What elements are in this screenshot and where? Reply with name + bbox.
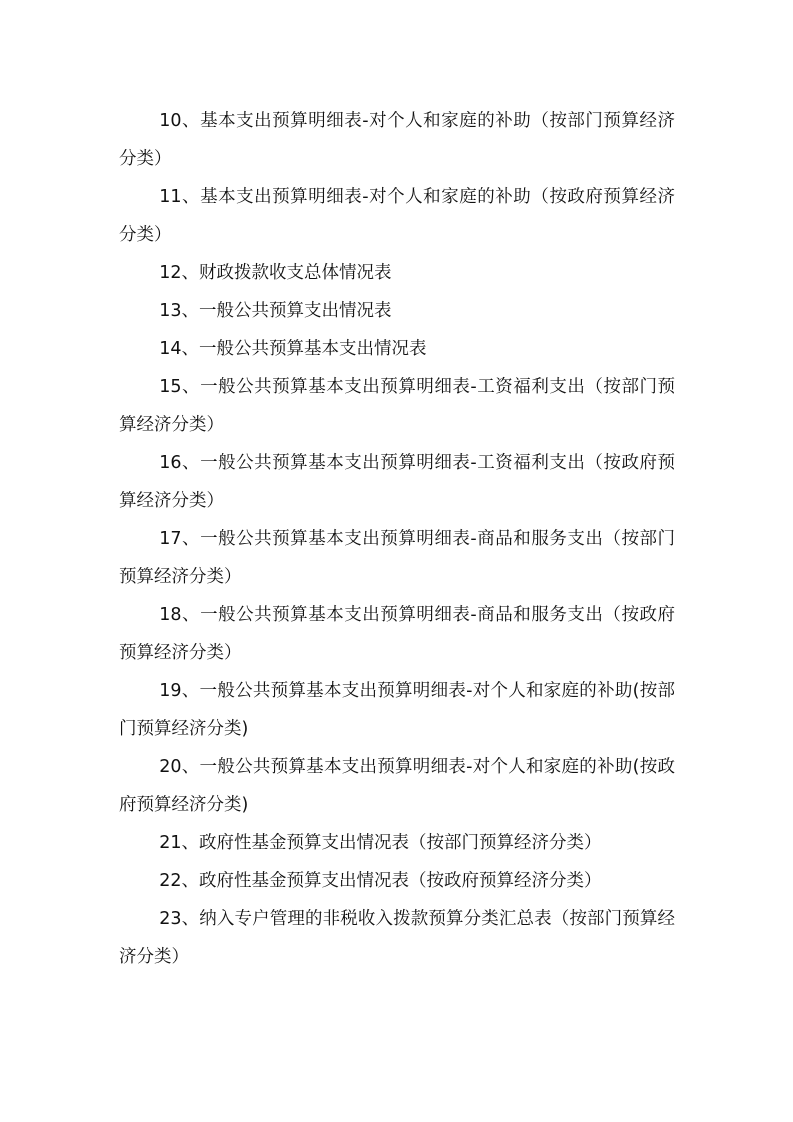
list-item-13: 13、一般公共预算支出情况表 [159, 301, 392, 321]
list-item-18: 18、一般公共预算基本支出预算明细表-商品和服务支出（按政府预算经济分类） [119, 605, 675, 663]
list-item-15: 15、一般公共预算基本支出预算明细表-工资福利支出（按部门预算经济分类） [119, 377, 675, 435]
list-item-19: 19、一般公共预算基本支出预算明细表-对个人和家庭的补助(按部门预算经济分类) [119, 681, 675, 739]
table-list [119, 102, 675, 976]
list-item-16: 16、一般公共预算基本支出预算明细表-工资福利支出（按政府预算经济分类） [119, 453, 675, 511]
list-item-23: 23、纳入专户管理的非税收入拨款预算分类汇总表（按部门预算经济分类） [119, 909, 675, 967]
list-item-21: 21、政府性基金预算支出情况表（按部门预算经济分类） [159, 833, 602, 853]
list-item-14: 14、一般公共预算基本支出情况表 [159, 339, 427, 359]
list-item-17: 17、一般公共预算基本支出预算明细表-商品和服务支出（按部门预算经济分类） [119, 529, 675, 587]
list-item-11: 11、基本支出预算明细表-对个人和家庭的补助（按政府预算经济分类） [119, 187, 675, 245]
list-item-22: 22、政府性基金预算支出情况表（按政府预算经济分类） [159, 871, 602, 891]
list-item-10: 10、基本支出预算明细表-对个人和家庭的补助（按部门预算经济分类） [119, 111, 675, 169]
list-item-20: 20、一般公共预算基本支出预算明细表-对个人和家庭的补助(按政府预算经济分类) [119, 757, 675, 815]
list-item-12: 12、财政拨款收支总体情况表 [159, 263, 392, 283]
